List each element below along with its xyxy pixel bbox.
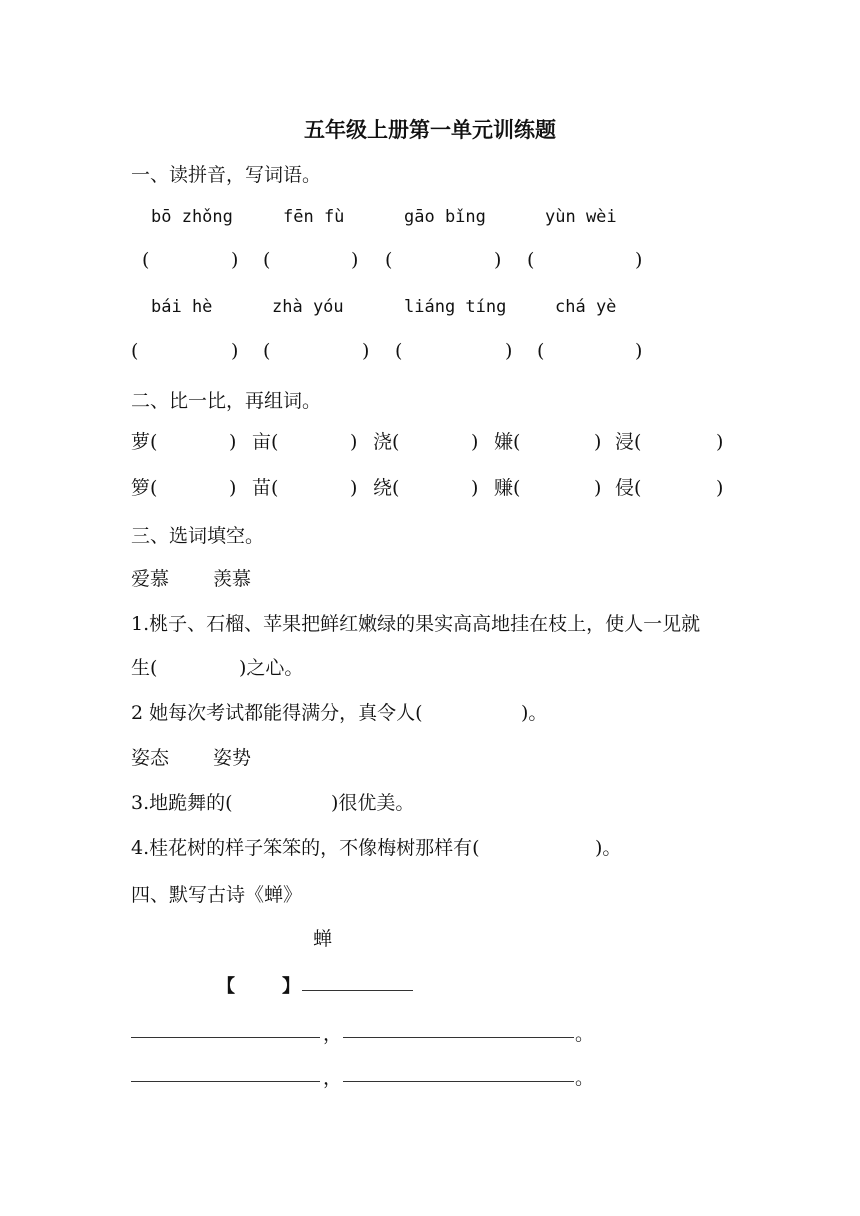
compare-char-1-4: 嫌( xyxy=(494,431,521,453)
pinyin-1-4: yùn wèi xyxy=(545,207,617,227)
pinyin-2-4: chá yè xyxy=(555,297,617,317)
poem-blank-line-1b xyxy=(343,1037,574,1038)
pinyin-1-2: fēn fù xyxy=(283,207,345,227)
author-blank-line xyxy=(302,990,413,991)
compare-close: ) xyxy=(229,477,237,499)
section1-heading: 一、读拼音，写词语。 xyxy=(131,164,322,186)
compare-close: ) xyxy=(350,431,358,453)
section2-heading: 二、比一比，再组词。 xyxy=(131,390,322,412)
poem-comma: ， xyxy=(323,1023,343,1045)
question-2-end: )。 xyxy=(521,702,548,724)
question-3-start: 3.地跪舞的( xyxy=(131,792,233,814)
page-title: 五年级上册第一单元训练题 xyxy=(304,118,556,142)
poem-period: 。 xyxy=(575,1023,595,1045)
question-1-line2-end: )之心。 xyxy=(239,657,304,679)
pinyin-1-3: gāo bǐng xyxy=(404,207,486,227)
poem-comma: ， xyxy=(323,1067,343,1089)
compare-char-1-1: 萝( xyxy=(131,431,158,453)
answer-open: ( xyxy=(385,249,393,271)
pinyin-2-2: zhà yóu xyxy=(272,297,344,317)
compare-close: ) xyxy=(471,431,479,453)
poem-period: 。 xyxy=(575,1067,595,1089)
answer-open: ( xyxy=(395,340,403,362)
compare-close: ) xyxy=(594,431,602,453)
answer-close: ) xyxy=(494,249,502,271)
pinyin-1-1: bō zhǒng xyxy=(151,207,233,227)
compare-close: ) xyxy=(594,477,602,499)
compare-close: ) xyxy=(229,431,237,453)
pinyin-2-3: liáng tíng xyxy=(404,297,507,317)
word-choice-2b: 姿势 xyxy=(213,747,252,769)
poem-blank-line-2a xyxy=(131,1081,320,1082)
compare-char-2-3: 绕( xyxy=(373,477,400,499)
answer-open: ( xyxy=(131,340,139,362)
answer-close: ) xyxy=(231,340,239,362)
compare-char-1-2: 亩( xyxy=(252,431,279,453)
section3-heading: 三、选词填空。 xyxy=(131,525,265,547)
question-1-line1: 1.桃子、石榴、苹果把鲜红嫩绿的果实高高地挂在枝上，使人一见就 xyxy=(131,613,701,635)
compare-close: ) xyxy=(471,477,479,499)
compare-char-1-3: 浇( xyxy=(373,431,400,453)
compare-char-1-5: 浸( xyxy=(615,431,642,453)
compare-char-2-1: 箩( xyxy=(131,477,158,499)
pinyin-2-1: bái hè xyxy=(151,297,213,317)
answer-open: ( xyxy=(527,249,535,271)
author-bracket-close: 】 xyxy=(282,976,300,997)
answer-open: ( xyxy=(263,249,271,271)
compare-char-2-5: 侵( xyxy=(615,477,642,499)
answer-open: ( xyxy=(263,340,271,362)
answer-open: ( xyxy=(537,340,545,362)
answer-close: ) xyxy=(635,340,643,362)
compare-close: ) xyxy=(716,477,724,499)
poem-blank-line-1a xyxy=(131,1037,320,1038)
question-3-end: )很优美。 xyxy=(331,792,415,814)
answer-close: ) xyxy=(635,249,643,271)
word-choice-1a: 爱慕 xyxy=(131,568,170,590)
poem-title: 蝉 xyxy=(313,928,333,950)
question-2-start: 2 她每次考试都能得满分，真令人( xyxy=(131,702,423,724)
question-4-start: 4.桂花树的样子笨笨的，不像梅树那样有( xyxy=(131,837,480,859)
answer-close: ) xyxy=(505,340,513,362)
answer-open: ( xyxy=(142,249,150,271)
compare-char-2-2: 苗( xyxy=(252,477,279,499)
section4-heading: 四、默写古诗《蝉》 xyxy=(131,884,303,906)
answer-close: ) xyxy=(351,249,359,271)
question-4-end: )。 xyxy=(595,837,622,859)
question-1-line2-start: 生( xyxy=(131,657,158,679)
compare-close: ) xyxy=(716,431,724,453)
word-choice-2a: 姿态 xyxy=(131,747,170,769)
author-bracket-open: 【 xyxy=(217,976,235,997)
answer-close: ) xyxy=(231,249,239,271)
answer-close: ) xyxy=(362,340,370,362)
poem-blank-line-2b xyxy=(343,1081,574,1082)
compare-close: ) xyxy=(350,477,358,499)
word-choice-1b: 羡慕 xyxy=(213,568,252,590)
compare-char-2-4: 赚( xyxy=(494,477,521,499)
